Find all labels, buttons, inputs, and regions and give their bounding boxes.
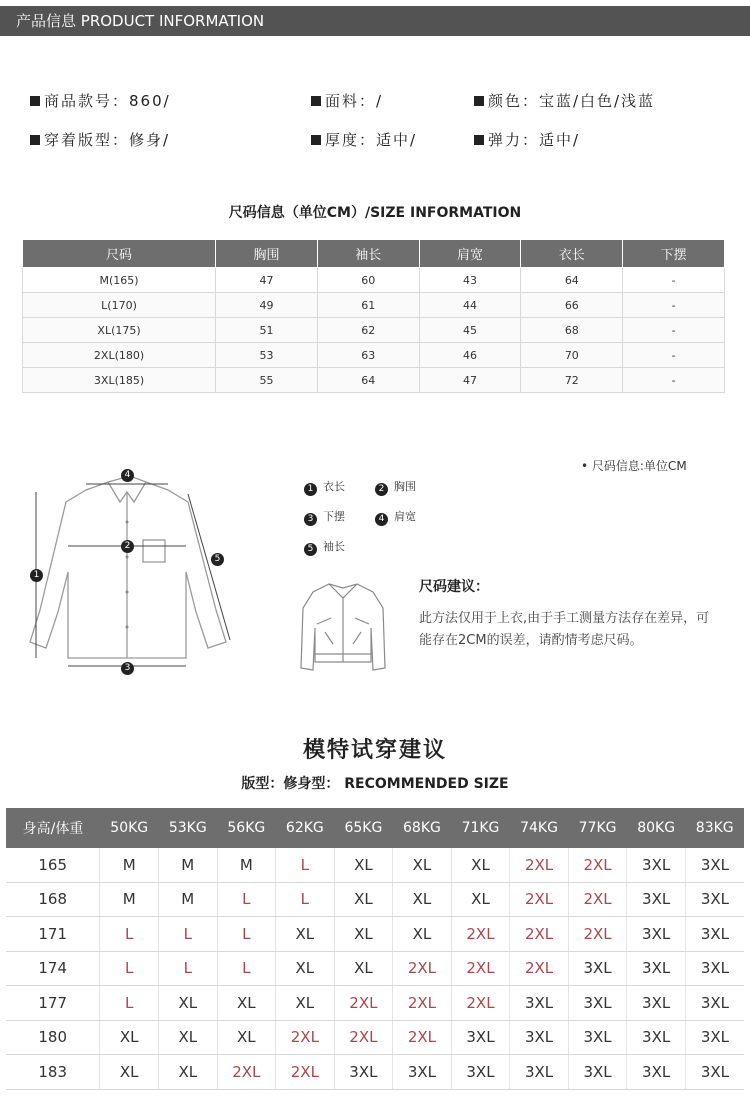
size-col-header-3: 肩宽 xyxy=(419,240,521,268)
table-cell: 68 xyxy=(521,318,623,343)
rec-col-header-6: 68KG xyxy=(393,808,452,848)
table-cell: 3XL xyxy=(568,986,627,1021)
table-row xyxy=(6,1020,744,1055)
table-cell: 2XL xyxy=(451,986,510,1021)
table-cell: - xyxy=(623,368,725,393)
table-cell: XL xyxy=(451,848,510,882)
table-cell: 3XL xyxy=(393,1055,452,1090)
table-row xyxy=(23,268,725,293)
table-cell: 2XL xyxy=(568,917,627,952)
table-cell: XL xyxy=(276,951,335,986)
table-cell: 3XL xyxy=(510,1055,569,1090)
table-cell: 47 xyxy=(419,368,521,393)
size-table xyxy=(22,239,725,393)
measure-4-icon: 4 xyxy=(121,469,134,482)
table-cell: 44 xyxy=(419,293,521,318)
table-cell: 3XL xyxy=(627,882,686,917)
size-col-header-0: 尺码 xyxy=(23,240,216,268)
table-row xyxy=(23,368,725,393)
table-cell: 55 xyxy=(216,368,318,393)
jacket-icon xyxy=(297,578,389,674)
table-cell: 3XL xyxy=(568,1020,627,1055)
table-cell: 3XL xyxy=(627,986,686,1021)
unit-note: • 尺码信息:单位CM xyxy=(581,459,687,473)
size-table-header xyxy=(23,240,725,268)
table-cell: 3XL xyxy=(334,1055,393,1090)
shirt-measure-diagram xyxy=(20,462,260,677)
bullet-square-icon xyxy=(474,135,484,145)
legend-item-4: 4 肩宽 xyxy=(375,508,416,526)
table-cell: 3XL xyxy=(568,951,627,986)
table-cell: 2XL xyxy=(393,986,452,1021)
table-cell: 43 xyxy=(419,268,521,293)
table-row xyxy=(6,986,744,1021)
table-cell: 2XL xyxy=(510,848,569,882)
table-cell: 2XL xyxy=(334,1020,393,1055)
table-cell: XL xyxy=(451,882,510,917)
table-cell: L xyxy=(217,951,276,986)
size-info-title: 尺码信息（单位CM）/SIZE INFORMATION xyxy=(228,205,522,221)
table-cell: 3XL xyxy=(627,917,686,952)
rec-col-header-5: 65KG xyxy=(334,808,393,848)
table-cell: 3XL xyxy=(627,1055,686,1090)
table-cell: 2XL xyxy=(568,848,627,882)
table-cell: 45 xyxy=(419,318,521,343)
table-cell: 66 xyxy=(521,293,623,318)
table-cell: 3XL xyxy=(685,1020,744,1055)
table-cell: 168 xyxy=(6,882,100,917)
table-cell: 2XL xyxy=(451,917,510,952)
table-cell: M(165) xyxy=(23,268,216,293)
table-cell: XL xyxy=(217,986,276,1021)
measure-1-icon: 1 xyxy=(30,569,43,582)
table-cell: 174 xyxy=(6,951,100,986)
table-cell: L xyxy=(100,951,159,986)
table-cell: 3XL xyxy=(685,1055,744,1090)
info-elasticity: 弹力：适中/ xyxy=(474,129,580,150)
table-cell: L xyxy=(276,882,335,917)
table-cell: L xyxy=(276,848,335,882)
table-cell: 171 xyxy=(6,917,100,952)
info-fabric: 面料：/ xyxy=(311,90,383,111)
rec-col-header-10: 80KG xyxy=(627,808,686,848)
measure-2-icon: 2 xyxy=(121,540,134,553)
table-cell: 53 xyxy=(216,343,318,368)
table-cell: 2XL xyxy=(510,951,569,986)
table-cell: XL xyxy=(100,1055,159,1090)
table-cell: 2XL xyxy=(393,951,452,986)
table-row xyxy=(6,882,744,917)
size-col-header-4: 衣长 xyxy=(521,240,623,268)
table-cell: 62 xyxy=(317,318,419,343)
legend-item-2: 2 胸围 xyxy=(375,478,416,496)
table-cell: M xyxy=(158,882,217,917)
rec-col-header-4: 62KG xyxy=(276,808,335,848)
rec-col-header-7: 71KG xyxy=(451,808,510,848)
recommend-subtitle: 版型：修身型： RECOMMENDED SIZE xyxy=(241,776,509,792)
table-cell: XL xyxy=(393,917,452,952)
table-cell: L(170) xyxy=(23,293,216,318)
table-cell: 2XL xyxy=(451,951,510,986)
table-cell: 3XL xyxy=(451,1020,510,1055)
size-col-header-2: 袖长 xyxy=(317,240,419,268)
table-cell: XL xyxy=(158,1020,217,1055)
table-cell: M xyxy=(158,848,217,882)
table-cell: XL(175) xyxy=(23,318,216,343)
bullet-square-icon xyxy=(474,96,484,106)
advice-title: 尺码建议： xyxy=(419,579,489,595)
bullet-square-icon xyxy=(30,96,40,106)
table-cell: 49 xyxy=(216,293,318,318)
table-cell: M xyxy=(217,848,276,882)
table-cell: 2XL xyxy=(510,882,569,917)
table-cell: XL xyxy=(334,882,393,917)
table-cell: M xyxy=(100,882,159,917)
table-cell: 46 xyxy=(419,343,521,368)
table-cell: M xyxy=(100,848,159,882)
table-row xyxy=(6,1055,744,1090)
table-cell: 3XL xyxy=(685,986,744,1021)
bullet-square-icon xyxy=(311,96,321,106)
table-cell: XL xyxy=(393,848,452,882)
table-cell: 3XL(185) xyxy=(23,368,216,393)
legend-item-3: 3 下摆 xyxy=(304,508,345,526)
table-cell: 2XL xyxy=(393,1020,452,1055)
table-cell: XL xyxy=(334,848,393,882)
table-cell: L xyxy=(158,917,217,952)
table-cell: 60 xyxy=(317,268,419,293)
rec-col-header-8: 74KG xyxy=(510,808,569,848)
table-cell: 3XL xyxy=(627,848,686,882)
table-cell: 3XL xyxy=(568,1055,627,1090)
table-row xyxy=(6,917,744,952)
advice-text: 此方法仅用于上衣,由于手工测量方法存在差异，可能存在2CM的误差，请酌情考虑尺码。 xyxy=(419,611,710,648)
info-fit: 穿着版型：修身/ xyxy=(30,129,170,150)
table-cell: 177 xyxy=(6,986,100,1021)
table-cell: XL xyxy=(334,917,393,952)
bullet-square-icon xyxy=(30,135,40,145)
measure-5-icon: 5 xyxy=(211,553,224,566)
table-cell: L xyxy=(100,917,159,952)
table-cell: 70 xyxy=(521,343,623,368)
table-cell: - xyxy=(623,293,725,318)
bullet-square-icon xyxy=(311,135,321,145)
table-cell: 51 xyxy=(216,318,318,343)
info-thickness: 厚度：适中/ xyxy=(311,129,417,150)
table-cell: 2XL(180) xyxy=(23,343,216,368)
measure-3-icon: 3 xyxy=(121,662,134,675)
table-cell: - xyxy=(623,318,725,343)
legend-item-1: 1 衣长 xyxy=(304,478,345,496)
table-cell: XL xyxy=(334,951,393,986)
table-cell: 63 xyxy=(317,343,419,368)
table-row xyxy=(23,293,725,318)
table-cell: 3XL xyxy=(685,882,744,917)
table-cell: XL xyxy=(276,917,335,952)
table-cell: 47 xyxy=(216,268,318,293)
table-row xyxy=(6,951,744,986)
table-cell: XL xyxy=(100,1020,159,1055)
table-cell: - xyxy=(623,343,725,368)
table-cell: XL xyxy=(217,1020,276,1055)
table-cell: XL xyxy=(393,882,452,917)
table-cell: 3XL xyxy=(685,848,744,882)
section-header: 产品信息 PRODUCT INFORMATION xyxy=(0,6,750,36)
recommend-title: 模特试穿建议 xyxy=(302,738,447,763)
size-col-header-1: 胸围 xyxy=(216,240,318,268)
table-row xyxy=(23,318,725,343)
rec-col-header-3: 56KG xyxy=(217,808,276,848)
table-cell: 61 xyxy=(317,293,419,318)
rec-col-header-1: 50KG xyxy=(100,808,159,848)
table-cell: 3XL xyxy=(685,951,744,986)
legend-item-5: 5 袖长 xyxy=(304,538,345,556)
table-row xyxy=(6,848,744,882)
table-cell: 64 xyxy=(521,268,623,293)
table-cell: 64 xyxy=(317,368,419,393)
table-cell: 2XL xyxy=(217,1055,276,1090)
table-cell: 3XL xyxy=(510,1020,569,1055)
table-cell: L xyxy=(217,917,276,952)
table-cell: 3XL xyxy=(451,1055,510,1090)
table-cell: 2XL xyxy=(276,1055,335,1090)
table-cell: 183 xyxy=(6,1055,100,1090)
table-cell: - xyxy=(623,268,725,293)
table-cell: 165 xyxy=(6,848,100,882)
table-cell: 3XL xyxy=(627,951,686,986)
table-cell: 2XL xyxy=(510,917,569,952)
table-cell: L xyxy=(217,882,276,917)
size-col-header-5: 下摆 xyxy=(623,240,725,268)
table-cell: 2XL xyxy=(334,986,393,1021)
table-cell: 2XL xyxy=(276,1020,335,1055)
table-cell: 3XL xyxy=(685,917,744,952)
table-cell: XL xyxy=(158,1055,217,1090)
rec-col-header-9: 77KG xyxy=(568,808,627,848)
recommend-table-header xyxy=(6,808,744,848)
table-cell: 3XL xyxy=(510,986,569,1021)
rec-col-header-0: 身高/体重 xyxy=(6,808,100,848)
table-cell: XL xyxy=(276,986,335,1021)
table-cell: 180 xyxy=(6,1020,100,1055)
info-style-no: 商品款号：860/ xyxy=(30,90,171,111)
table-cell: L xyxy=(100,986,159,1021)
table-row xyxy=(23,343,725,368)
table-cell: 2XL xyxy=(568,882,627,917)
info-color: 颜色：宝蓝/白色/浅蓝 xyxy=(474,90,655,111)
table-cell: 72 xyxy=(521,368,623,393)
table-cell: 3XL xyxy=(627,1020,686,1055)
table-cell: L xyxy=(158,951,217,986)
table-cell: XL xyxy=(158,986,217,1021)
rec-col-header-11: 83KG xyxy=(685,808,744,848)
recommend-table xyxy=(6,808,744,1090)
rec-col-header-2: 53KG xyxy=(158,808,217,848)
